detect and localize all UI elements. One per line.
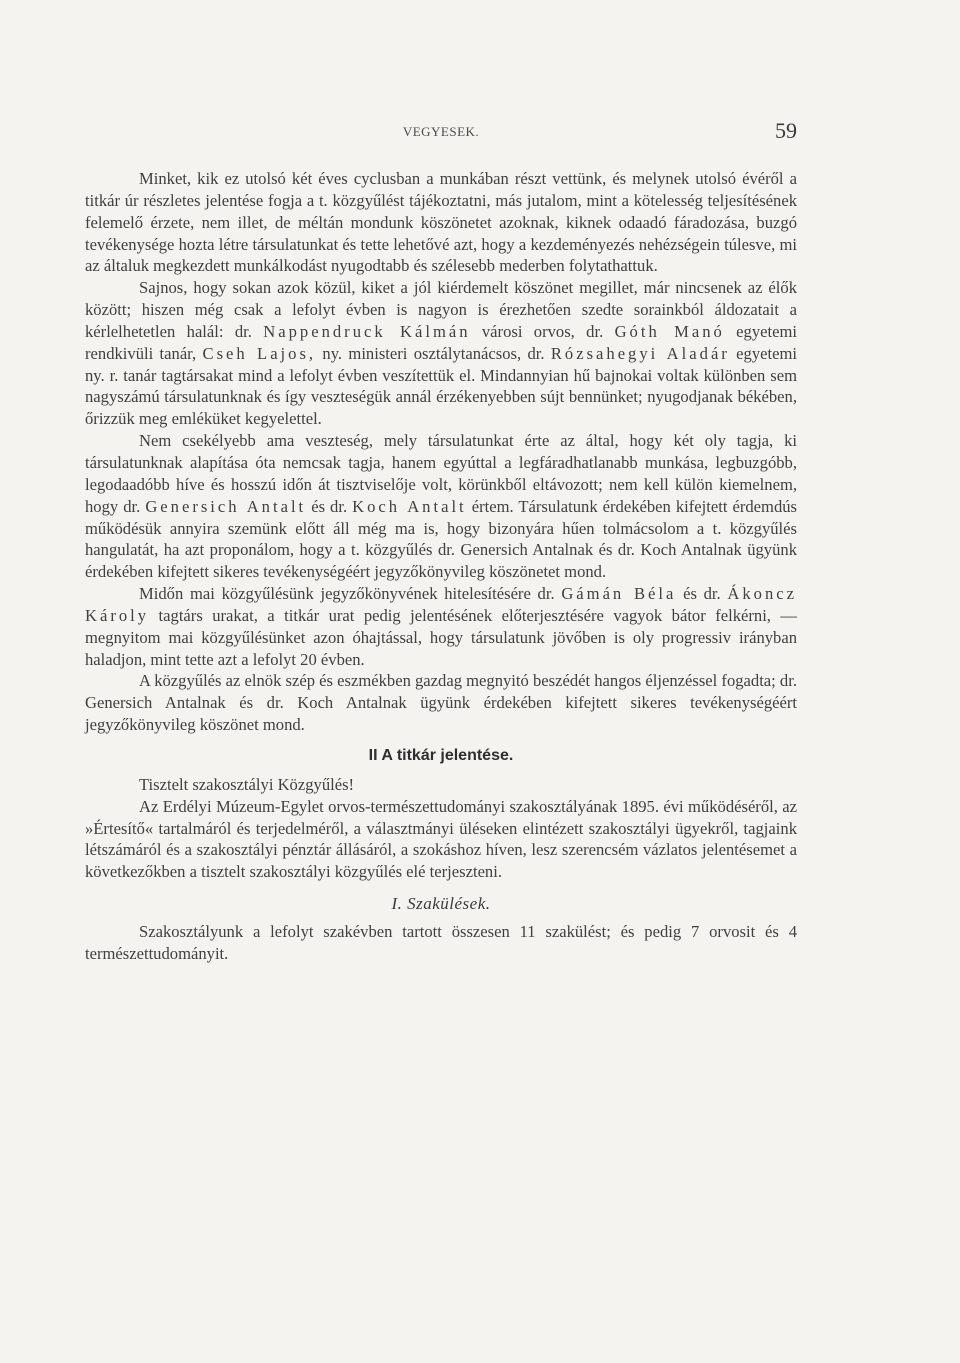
paragraph-4-text-1: Midőn mai közgyűlésünk jegyzőkönyvének hitelesítésére dr.: [139, 584, 562, 604]
running-head: VEGYESEK.: [402, 124, 480, 139]
paragraph-7: Szakosztályunk a lefolyt szakévben tartott összesen 11 szakülést; és pedig 7 orvosit és 4 természettudományit.: [85, 922, 797, 963]
paragraph-2-text-4: ny. ministeri osztálytanácsos, dr.: [316, 343, 551, 363]
person-name-koch: Koch Antalt: [352, 496, 467, 516]
paragraph-2-text-3: egyetemi rendkivüli tanár,: [85, 321, 797, 363]
paragraph-2-text-1: Sajnos, hogy sokan azok közül, kiket a jól kiérdemelt köszönet megillet, már nincsenek az élők között; hiszen még csak a lefolyt évben is nagyon is érezhetően szedte sorainkból áldozatait a kérlelhetetlen halál: dr.: [85, 278, 797, 341]
paragraph-4-text-2: és dr.: [676, 584, 728, 604]
paragraph-2: [85, 277, 797, 430]
person-name-akoncz: Ákoncz Károly: [85, 584, 797, 625]
paragraph-3-text-1: Nem csekélyebb ama veszteség, mely társulatunkat érte az által, hogy két oly tagja, ki társulatunknak alapítása óta nemcsak tagja, hanem egyúttal a legfáradhatlanabb munkása, legbuzgóbb, legodaadóbb híve és hosszú időn át tisztviselője volt, körünkből eltávozott; nem kell külön kiemelnem, hogy dr.: [85, 431, 797, 516]
paragraph-3-text-3: értem. Társulatunk érdekében kifejtett érdemdús működésük annyira szemünk előtt áll még ma is, hogy bizonyára hűen tolmácsolom a t. közgyűlés hangulatát, ha azt proponálom, hogy a t. közgyűlés dr. Genersich Antalnak és dr. Koch Antalnak ügyünk érdekében kifejtett sikeres tevékenységéért jegyzőkönyvileg köszönetet mond.: [85, 496, 798, 582]
page-header: [85, 118, 797, 148]
paragraph-4: [85, 583, 797, 670]
person-name-genersich: Genersich Antalt: [145, 496, 307, 516]
paragraph-3: [85, 430, 797, 583]
paragraph-2-text-2: városi orvos, dr.: [470, 321, 615, 341]
paragraph-4-text-3: tagtárs urakat, a titkár urat pedig jelentésének előterjesztésére vagyok bátor felkérni, — megnyitom mai közgyűlésünket azon óhajtással, hogy társulatunk jövőben is oly progressiv irányban haladjon, mint tette azt a lefolyt 20 évben.: [85, 605, 797, 669]
paragraph-2-text-5: egyetemi ny. r. tanár tagtársakat mind a lefolyt évben veszítettük el. Mindannyian hű bajnokai voltak különben sem nagyszámú társulatunknak és így veszteségük annál érzékenyebben sújt bennünket; nyugodjanak békében, őrizzük meg emléküket kegyelettel.: [85, 343, 797, 429]
person-name-cseh: Cseh Lajos,: [202, 343, 317, 363]
page-number: 59: [775, 118, 797, 143]
paragraph-5: A közgyűlés az elnök szép és eszmékben gazdag megnyitó beszédét hangos éljenzéssel fogadta; dr. Genersich Antalnak és dr. Koch Antalnak ügyünk érdekében kifejtett sikeres tevékenységéért jegyzőkönyvileg köszönet mond.: [85, 671, 797, 735]
subsection-heading: I. Szakülések.: [391, 894, 491, 914]
salutation: Tisztelt szakosztályi Közgyűlés!: [139, 774, 355, 794]
section-heading: II A titkár jelentése.: [368, 746, 514, 764]
person-name-rozsahegyi: Rózsahegyi Aladár: [550, 343, 730, 363]
paragraph-3-text-2: és dr.: [306, 496, 353, 516]
person-name-nappendruck: Nappendruck Kálmán: [263, 321, 471, 341]
person-name-goth: Góth Manó: [614, 321, 725, 341]
paragraph-6: Az Erdélyi Múzeum-Egylet orvos-természettudományi szakosztályának 1895. évi működéséről, az »Értesítő« tartalmáról és terjedelméről, a választmányi üléseken elintézett szakosztályi ügyekről, tagjaink létszámáról és a szakosztályi pénztár állásáról, a szokáshoz híven, lesz szerencsém vázlatos jelentésemet a következőkben a tisztelt szakosztályi közgyűlés elé terjeszteni.: [85, 796, 797, 882]
paragraph-1: Minket, kik ez utolsó két éves cyclusban a munkában részt vettünk, és melynek utolsó évéről a titkár úr részletes jelentése fogja a t. közgyűlést tájékoztatni, más jutalom, mint a kötelesség teljesítésének felemelő érzete, nem illet, de méltán mondunk köszönetet azoknak, kiknek odaadó fáradozása, buzgó tevékenysége hozta létre társulatunkat és tette lehetővé azt, hogy a kezdeményezés nehézségein túlesve, mi az általuk megkezdett munkálkodást nyugodtabb és szélesebb mederben folytathattuk.: [85, 169, 797, 276]
page-body: [85, 168, 797, 965]
person-name-gaman: Gámán Béla: [561, 584, 677, 604]
